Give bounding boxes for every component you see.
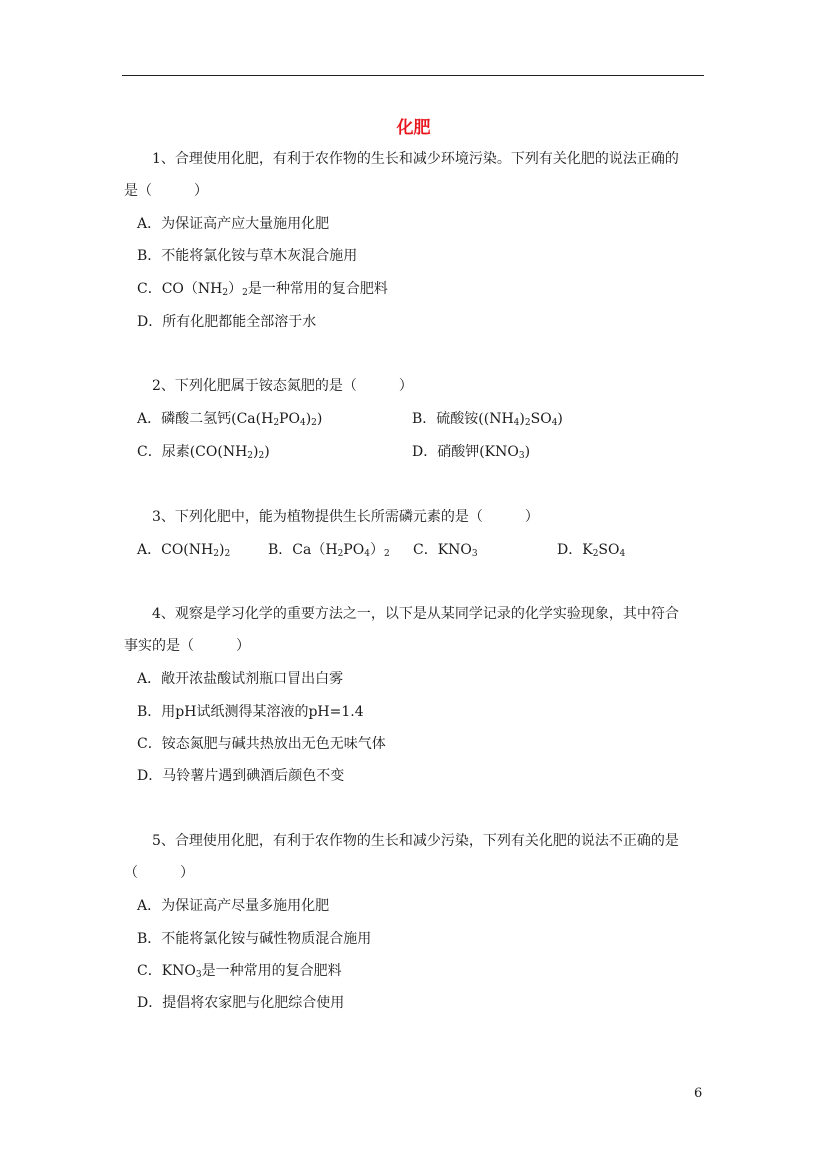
- question-4-option-a: A．敞开浓盐酸试剂瓶口冒出白雾: [137, 671, 344, 687]
- question-1-option-b: B．不能将氯化铵与草木灰混合施用: [137, 248, 358, 264]
- question-5-option-c: C．$KNO_3$是一种常用的复合肥料: [137, 963, 342, 980]
- question-1-option-d: D．所有化肥都能全部溶于水: [137, 314, 317, 330]
- question-2-option-a: A．磷酸二氢钙$(Ca(H_2PO_4)_2)$: [137, 411, 323, 428]
- question-3-option-c: C．$KNO_3$: [413, 542, 478, 559]
- question-1-option-c: C．$CO(NH_2)_2$是一种常用的复合肥料: [137, 281, 388, 298]
- page-title: 化肥: [396, 118, 431, 138]
- question-4-option-d: D．马铃薯片遇到碘酒后颜色不变: [137, 768, 345, 784]
- header-rule: [122, 75, 704, 76]
- question-1-text: 1、合理使用化肥，有利于农作物的生长和减少环境污染。下列有关化肥的说法正确的: [152, 151, 679, 167]
- question-5-option-b: B．不能将氯化铵与碱性物质混合施用: [137, 931, 372, 947]
- question-1-option-a: A．为保证高产应大量施用化肥: [137, 216, 330, 232]
- question-3-text: 3、下列化肥中，能为植物提供生长所需磷元素的是（ ）: [152, 509, 539, 525]
- question-5-option-a: A．为保证高产尽量多施用化肥: [137, 898, 330, 914]
- question-1-text-cont: 是（ ）: [124, 183, 208, 199]
- question-5-text: 5、合理使用化肥，有利于农作物的生长和减少污染，下列有关化肥的说法不正确的是: [152, 833, 679, 849]
- question-2-option-d: D．硝酸钾$(KNO_3)$: [412, 444, 531, 461]
- question-2-option-b: B．硫酸铵$((NH_4)_2SO_4)$: [412, 411, 563, 428]
- question-3-option-b: B．$Ca(H_2PO_4)_2$: [268, 542, 390, 559]
- question-3-option-d: D．$K_2SO_4$: [557, 542, 626, 559]
- question-5-option-d: D．提倡将农家肥与化肥综合使用: [137, 995, 345, 1011]
- question-4-option-b: B．用pH试纸测得某溶液的pH=1.4: [137, 704, 364, 720]
- question-2-text: 2、下列化肥属于铵态氮肥的是（ ）: [152, 378, 413, 394]
- question-4-text-cont: 事实的是（ ）: [124, 638, 250, 654]
- question-2-option-c: C．尿素$(CO(NH_2)_2)$: [137, 444, 270, 461]
- question-4-text: 4、观察是学习化学的重要方法之一，以下是从某同学记录的化学实验现象，其中符合: [152, 606, 679, 622]
- page-number: 6: [694, 1086, 703, 1101]
- question-4-option-c: C．铵态氮肥与碱共热放出无色无味气体: [137, 736, 386, 752]
- question-5-text-cont: （ ）: [124, 865, 194, 881]
- question-3-option-a: A．$CO(NH_2)_2$: [137, 542, 231, 559]
